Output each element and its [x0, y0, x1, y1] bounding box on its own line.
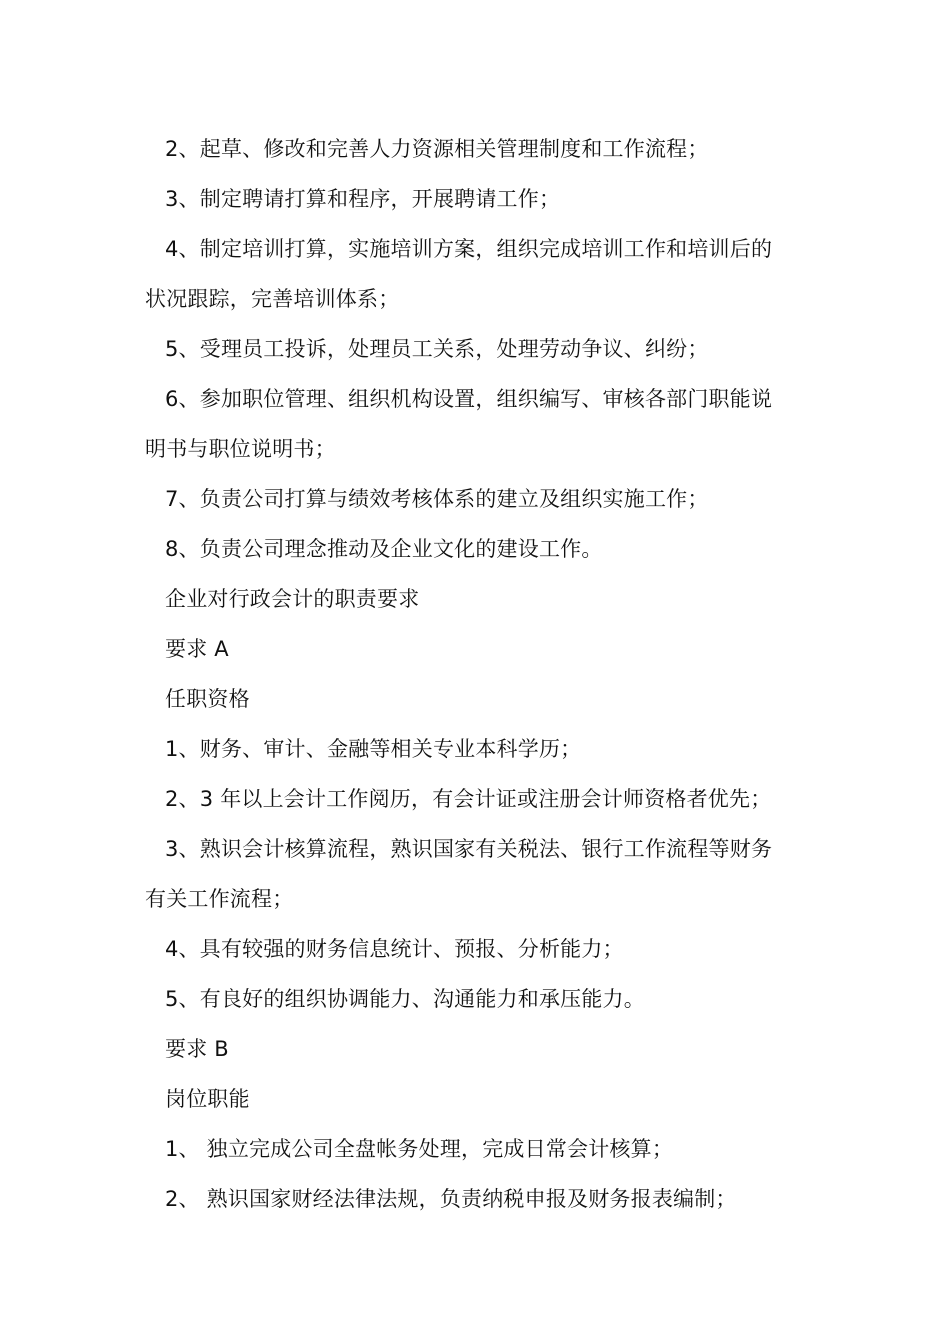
- paragraph: 2、3 年以上会计工作阅历，有会计证或注册会计师资格者优先；: [165, 787, 772, 811]
- paragraph-continuation: 有关工作流程；: [145, 887, 294, 911]
- subsection-heading: 任职资格: [165, 687, 250, 711]
- paragraph: 5、受理员工投诉，处理员工关系，处理劳动争议、纠纷；: [165, 337, 709, 361]
- paragraph-continuation: 状况跟踪，完善培训体系；: [145, 287, 400, 311]
- paragraph: 6、参加职位管理、组织机构设置，组织编写、审核各部门职能说: [165, 387, 773, 411]
- paragraph: 7、负责公司打算与绩效考核体系的建立及组织实施工作；: [165, 487, 709, 511]
- paragraph: 3、熟识会计核算流程，熟识国家有关税法、银行工作流程等财务: [165, 837, 773, 861]
- document-body: [145, 124, 810, 1224]
- subsection-heading: 岗位职能: [165, 1087, 250, 1111]
- paragraph: 2、起草、修改和完善人力资源相关管理制度和工作流程；: [165, 137, 709, 161]
- subsection-heading: 要求 B: [165, 1037, 229, 1061]
- section-heading: 企业对行政会计的职责要求: [165, 587, 420, 611]
- paragraph: 3、制定聘请打算和程序，开展聘请工作；: [165, 187, 561, 211]
- paragraph: 1、 独立完成公司全盘帐务处理，完成日常会计核算；: [165, 1137, 674, 1161]
- paragraph-continuation: 明书与职位说明书；: [145, 437, 336, 461]
- paragraph: 2、 熟识国家财经法律法规，负责纳税申报及财务报表编制；: [165, 1187, 737, 1211]
- subsection-heading: 要求 A: [165, 637, 229, 661]
- paragraph: 4、制定培训打算，实施培训方案，组织完成培训工作和培训后的: [165, 237, 773, 261]
- paragraph: 1、财务、审计、金融等相关专业本科学历；: [165, 737, 582, 761]
- paragraph: 5、有良好的组织协调能力、沟通能力和承压能力。: [165, 987, 645, 1011]
- paragraph: 4、具有较强的财务信息统计、预报、分析能力；: [165, 937, 624, 961]
- paragraph: 8、负责公司理念推动及企业文化的建设工作。: [165, 537, 603, 561]
